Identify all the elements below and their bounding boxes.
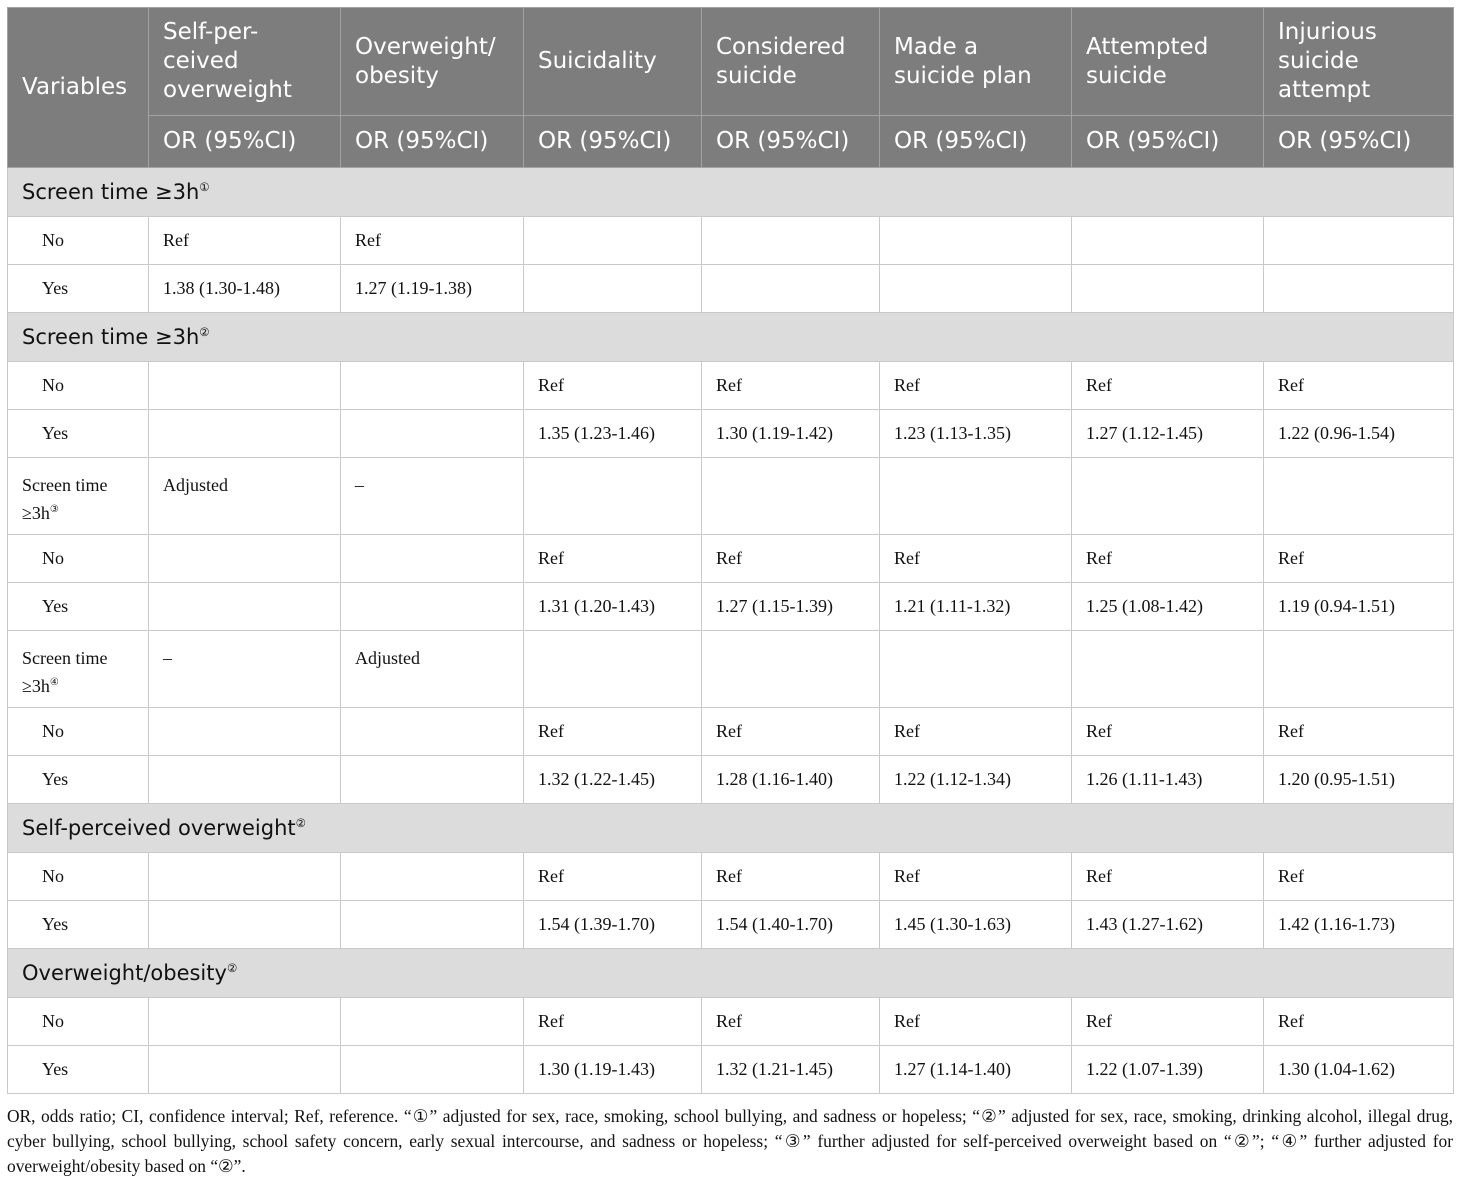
section-row: [8, 804, 1454, 853]
row-label-text: Yes: [42, 1059, 69, 1079]
table-cell: [702, 217, 880, 265]
section-label: [8, 804, 1454, 853]
table-cell: [880, 217, 1072, 265]
table-row: [8, 217, 1454, 265]
row-label: [8, 901, 149, 949]
table-cell: Ref: [1264, 362, 1454, 410]
row-label: [8, 853, 149, 901]
section-label: [8, 949, 1454, 998]
table-cell: Ref: [702, 708, 880, 756]
table-cell: [341, 362, 524, 410]
table-footnote: OR, odds ratio; CI, confidence interval; Ref, reference. “①” adjusted for sex, race, smoking, school bullying, and sadness or hopeless; “②” adjusted for sex, race, smoking, drinking alcohol, illegal drug, cyber bullying, school bullying, school safety concern, early sexual intercourse, and sadness or hopeless; “③” further adjusted for self-perceived overweight based on “②”; “④” further adjusted for overweight/obesity based on “②”.: [7, 1106, 1453, 1176]
header-stat: OR (95%CI): [1072, 116, 1264, 168]
table-cell: Ref: [702, 535, 880, 583]
table-cell: [341, 410, 524, 458]
header-overweight-obesity: Overweight/ obesity: [341, 8, 524, 116]
table-cell: 1.27 (1.14-1.40): [880, 1046, 1072, 1094]
table-cell: [149, 708, 341, 756]
table-cell: Ref: [341, 217, 524, 265]
table-cell: [702, 631, 880, 708]
table-cell: 1.30 (1.04-1.62): [1264, 1046, 1454, 1094]
table-cell: Ref: [1072, 362, 1264, 410]
table-cell: 1.30 (1.19-1.43): [524, 1046, 702, 1094]
header-stat: OR (95%CI): [149, 116, 341, 168]
header-stat: OR (95%CI): [524, 116, 702, 168]
section-label-text: Self-perceived overweight: [22, 816, 296, 840]
table-cell: 1.21 (1.11-1.32): [880, 583, 1072, 631]
row-label-text: No: [42, 375, 64, 395]
table-cell: 1.19 (0.94-1.51): [1264, 583, 1454, 631]
row-label-text: Screen time ≥3h: [22, 648, 108, 696]
table-cell: [149, 853, 341, 901]
header-considered-suicide: Considered suicide: [702, 8, 880, 116]
header-injurious-suicide-attempt: Injurious suicide attempt: [1264, 8, 1454, 116]
table-cell: [149, 901, 341, 949]
row-label-text: Screen time ≥3h: [22, 475, 108, 523]
table-cell: 1.38 (1.30-1.48): [149, 265, 341, 313]
table-row: [8, 535, 1454, 583]
table-cell: [149, 756, 341, 804]
table-cell: 1.35 (1.23-1.46): [524, 410, 702, 458]
header-stat: OR (95%CI): [702, 116, 880, 168]
row-label-text: No: [42, 548, 64, 568]
table-cell: 1.54 (1.39-1.70): [524, 901, 702, 949]
section-label: [8, 313, 1454, 362]
table-cell: Ref: [880, 362, 1072, 410]
table-cell: Ref: [1072, 708, 1264, 756]
table-row: [8, 362, 1454, 410]
table-cell: 1.32 (1.21-1.45): [702, 1046, 880, 1094]
table-cell: 1.28 (1.16-1.40): [702, 756, 880, 804]
header-row-labels: [8, 8, 1454, 116]
table-cell: [149, 362, 341, 410]
table-cell: Ref: [702, 998, 880, 1046]
table-cell: [1264, 458, 1454, 535]
table-cell: [524, 631, 702, 708]
header-row-stat: [8, 116, 1454, 168]
table-cell: [1072, 458, 1264, 535]
table-cell: [1264, 265, 1454, 313]
row-label: [8, 583, 149, 631]
table-cell: [341, 583, 524, 631]
table-cell: [341, 756, 524, 804]
table-cell: [149, 583, 341, 631]
results-table: [7, 7, 1454, 1094]
row-label: [8, 708, 149, 756]
table-cell: Ref: [524, 998, 702, 1046]
table-cell: [341, 535, 524, 583]
table-cell: 1.25 (1.08-1.42): [1072, 583, 1264, 631]
row-label: [8, 265, 149, 313]
row-label: [8, 458, 149, 535]
table-row: [8, 756, 1454, 804]
table-cell: Ref: [524, 853, 702, 901]
table-cell: Ref: [149, 217, 341, 265]
table-cell: 1.23 (1.13-1.35): [880, 410, 1072, 458]
table-cell: [341, 901, 524, 949]
row-label-text: No: [42, 866, 64, 886]
table-cell: [524, 265, 702, 313]
table-row: [8, 853, 1454, 901]
table-cell: Ref: [880, 853, 1072, 901]
table-cell: [149, 535, 341, 583]
table-cell: [341, 998, 524, 1046]
table-cell: [702, 265, 880, 313]
table-cell: Ref: [880, 998, 1072, 1046]
table-cell: [1264, 217, 1454, 265]
table-row: [8, 410, 1454, 458]
row-label-text: No: [42, 721, 64, 741]
section-label-text: Overweight/obesity: [22, 961, 227, 985]
table-cell: 1.45 (1.30-1.63): [880, 901, 1072, 949]
header-attempted-suicide: Attempted suicide: [1072, 8, 1264, 116]
row-label: [8, 998, 149, 1046]
table-cell: 1.26 (1.11-1.43): [1072, 756, 1264, 804]
table-cell: 1.27 (1.19-1.38): [341, 265, 524, 313]
table-cell: Ref: [1264, 708, 1454, 756]
table-cell: [341, 1046, 524, 1094]
table-cell: 1.22 (1.12-1.34): [880, 756, 1072, 804]
section-label: [8, 168, 1454, 217]
table-cell: [702, 458, 880, 535]
table-cell: [880, 631, 1072, 708]
table-cell: 1.31 (1.20-1.43): [524, 583, 702, 631]
table-cell: 1.54 (1.40-1.70): [702, 901, 880, 949]
table-cell: [880, 458, 1072, 535]
header-self-perceived-overweight: Self-per-ceived overweight: [149, 8, 341, 116]
table-cell: Ref: [524, 362, 702, 410]
table-cell: Ref: [1264, 853, 1454, 901]
row-label-text: Yes: [42, 769, 69, 789]
footnote-mark: ②: [295, 816, 306, 830]
section-row: [8, 949, 1454, 998]
table-cell: Ref: [702, 362, 880, 410]
table-row: [8, 998, 1454, 1046]
table-cell: [1264, 631, 1454, 708]
row-label: [8, 1046, 149, 1094]
subheading-row: [8, 458, 1454, 535]
table-cell: 1.43 (1.27-1.62): [1072, 901, 1264, 949]
header-suicidality: Suicidality: [524, 8, 702, 116]
table-cell: [1072, 265, 1264, 313]
table-cell: [341, 853, 524, 901]
row-label: [8, 410, 149, 458]
table-cell: –: [341, 458, 524, 535]
table-cell: Ref: [702, 853, 880, 901]
table-cell: 1.22 (0.96-1.54): [1264, 410, 1454, 458]
row-label: [8, 756, 149, 804]
header-stat: OR (95%CI): [341, 116, 524, 168]
section-row: [8, 168, 1454, 217]
table-cell: Ref: [1072, 998, 1264, 1046]
table-row: [8, 583, 1454, 631]
table-cell: Ref: [524, 708, 702, 756]
table-row: [8, 901, 1454, 949]
row-label: [8, 631, 149, 708]
table-cell: [149, 410, 341, 458]
footnote-mark: ②: [226, 961, 238, 975]
table-cell: Ref: [524, 535, 702, 583]
footnote-mark: ③: [49, 504, 59, 515]
row-label-text: Yes: [42, 278, 69, 298]
row-label: [8, 217, 149, 265]
header-variables: Variables: [8, 8, 149, 168]
subheading-row: [8, 631, 1454, 708]
row-label-text: Yes: [42, 914, 69, 934]
table-cell: 1.22 (1.07-1.39): [1072, 1046, 1264, 1094]
table-row: [8, 708, 1454, 756]
table-cell: [524, 217, 702, 265]
table-body: [8, 168, 1454, 1094]
table-cell: [524, 458, 702, 535]
table-cell: [1072, 631, 1264, 708]
row-label-text: Yes: [42, 596, 69, 616]
section-row: [8, 313, 1454, 362]
table-row: [8, 1046, 1454, 1094]
table-cell: 1.32 (1.22-1.45): [524, 756, 702, 804]
table-cell: 1.42 (1.16-1.73): [1264, 901, 1454, 949]
header-made-suicide-plan: Made a suicide plan: [880, 8, 1072, 116]
table-cell: Ref: [1264, 535, 1454, 583]
table-cell: 1.27 (1.12-1.45): [1072, 410, 1264, 458]
row-label-text: Yes: [42, 423, 69, 443]
table-cell: [1072, 217, 1264, 265]
row-label: [8, 535, 149, 583]
row-label-text: No: [42, 230, 64, 250]
table-cell: Adjusted: [149, 458, 341, 535]
table-cell: Ref: [880, 535, 1072, 583]
table-row: [8, 265, 1454, 313]
table-cell: –: [149, 631, 341, 708]
table-cell: Ref: [880, 708, 1072, 756]
table-cell: Adjusted: [341, 631, 524, 708]
table-cell: [880, 265, 1072, 313]
row-label-text: No: [42, 1011, 64, 1031]
footnote-mark: ④: [49, 677, 59, 688]
table-cell: [149, 1046, 341, 1094]
table-cell: 1.30 (1.19-1.42): [702, 410, 880, 458]
section-label-text: Screen time ≥3h: [22, 325, 200, 349]
footnote-mark: ①: [199, 180, 210, 194]
header-stat: OR (95%CI): [1264, 116, 1454, 168]
header-stat: OR (95%CI): [880, 116, 1072, 168]
section-label-text: Screen time ≥3h: [22, 180, 200, 204]
footnote-mark: ②: [199, 325, 210, 339]
table-cell: [341, 708, 524, 756]
table-cell: [149, 998, 341, 1046]
table-cell: 1.20 (0.95-1.51): [1264, 756, 1454, 804]
row-label: [8, 362, 149, 410]
table-cell: 1.27 (1.15-1.39): [702, 583, 880, 631]
table-header: [8, 8, 1454, 168]
table-cell: Ref: [1072, 535, 1264, 583]
table-cell: Ref: [1264, 998, 1454, 1046]
table-cell: Ref: [1072, 853, 1264, 901]
